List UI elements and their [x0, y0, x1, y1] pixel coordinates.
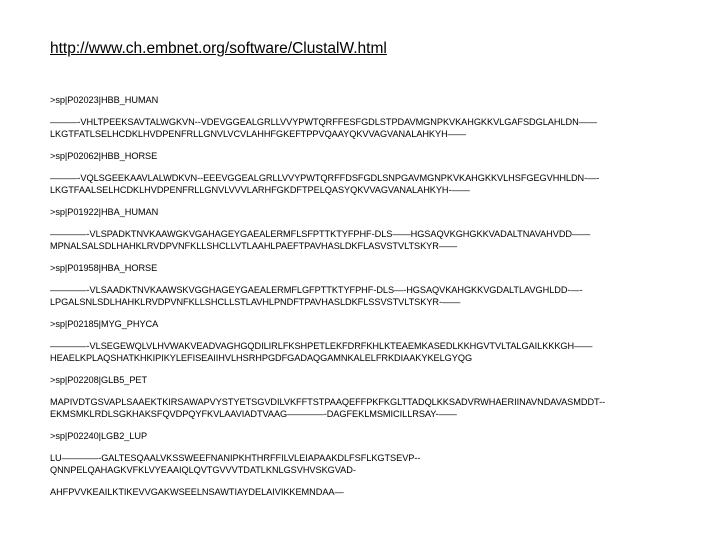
sequence-line: LKGTFAALSELHCDKLHVDPENFRLLGNVLVVVLARHFGKDFTPELQASYQKVVAGVANALAHKYH-——: [50, 185, 470, 195]
sequence-line: ———-VQLSGEEKAAVLALWDKVN--EEEVGGEALGRLLVVYPWTQRFFDSFGDLSNPGAVMGNPKVKAHGKKVLHSFGEGVHHLDN-—-: [50, 173, 600, 183]
sequence-line: LKGTFATLSELHCDKLHVDPENFRLLGNVLVCVLAHHFGKEFTPPVQAAYQKVVAGVANALAHKYH——: [50, 129, 466, 139]
sequence-line: QNNPELQAHAGKVFKLVYEAAIQLQVTGVVVTDATLKNLGSVHVSKGVAD-: [50, 465, 356, 475]
sequence-entry-glb5-pet: [50, 374, 690, 420]
sequence-line: EKMSMKLRDLSGKHAKSFQVDPQYFKVLAAVIADTVAAG————-DAGFEKLMSMICILLRSAY-——: [50, 409, 457, 419]
sequence-entry-hba-horse: [50, 262, 690, 308]
sequence-entry-hba-human: [50, 206, 690, 252]
sequence-header: >sp|P02062|HBB_HORSE: [50, 151, 158, 161]
sequence-entry-hbb-human: [50, 94, 690, 140]
sequence-header: >sp|P02208|GLB5_PET: [50, 375, 148, 385]
sequence-line: AHFPVVKEAILKTIKEVVGAKWSEELNSAWTIAYDELAIVIKKEMNDAA—: [50, 487, 344, 497]
sequence-line: LU————-GALTESQAALVKSSWEEFNANIPKHTHRFFILVLEIAPAAKDLFSFLKGTSEVP--: [50, 453, 421, 463]
sequence-header: >sp|P01922|HBA_HUMAN: [50, 207, 159, 217]
sequence-line: HEAELKPLAQSHATKHKIPIKYLEFISEAIIHVLHSRHPGDFGADAQGAMNKALELFRKDIAAKYKELGYQG: [50, 353, 473, 363]
sequence-entry-myg-phyca: [50, 318, 690, 364]
sequence-entry-lgb2-lup: [50, 430, 690, 498]
sequence-line: ————-VLSEGEWQLVLHVWAKVEADVAGHGQDILIRLFKSHPETLEKFDRFKHLKTEAEMKASEDLKKHGVTVLTALGAILKKKGH——: [50, 341, 593, 351]
fasta-alignment-block: [50, 94, 690, 498]
sequence-line: MPNALSALSDLHAHKLRVDPVNFKLLSHCLLVTLAAHLPAEFTPAVHASLDKFLASVSTVLTSKYR——: [50, 241, 458, 251]
sequence-header: >sp|P02240|LGB2_LUP: [50, 431, 148, 441]
sequence-line: LPGALSNLSDLHAHKLRVDPVNFKLLSHCLLSTLAVHLPNDFTPAVHASLDKFLSSVSTVLTSKYR-——: [50, 297, 461, 307]
sequence-line: ————-VLSAADKTNVKAAWSKVGGHAGEYGAEALERMFLGFPTTKTYFPHF-DLS—-HGSAQVKAHGKKVGDALTLAVGHLDD-—-: [50, 285, 583, 295]
sequence-line: MAPIVDTGSVAPLSAAEKTKIRSAWAPVYSTYETSGVDILVKFFTSTPAAQEFFPKFKGLTTADQLKKSADVRWHAERIINAVNDAVASMDDT--: [50, 397, 606, 407]
sequence-header: >sp|P02023|HBB_HUMAN: [50, 95, 159, 105]
clustalw-url-link[interactable]: http://www.ch.embnet.org/software/ClustalW.html: [50, 40, 387, 57]
sequence-line: ———-VHLTPEEKSAVTALWGKVN--VDEVGGEALGRLLVVYPWTQRFFESFGDLSTPDAVMGNPKVKAHGKKVLGAFSDGLAHLDN——: [50, 117, 597, 127]
sequence-line: ————-VLSPADKTNVKAAWGKVGAHAGEYGAEALERMFLSFPTTKTYFPHF-DLS——HGSAQVKGHGKKVADALTNAVAHVDD——: [50, 229, 591, 239]
sequence-header: >sp|P01958|HBA_HORSE: [50, 263, 158, 273]
sequence-entry-hbb-horse: [50, 150, 690, 196]
sequence-header: >sp|P02185|MYG_PHYCA: [50, 319, 159, 329]
